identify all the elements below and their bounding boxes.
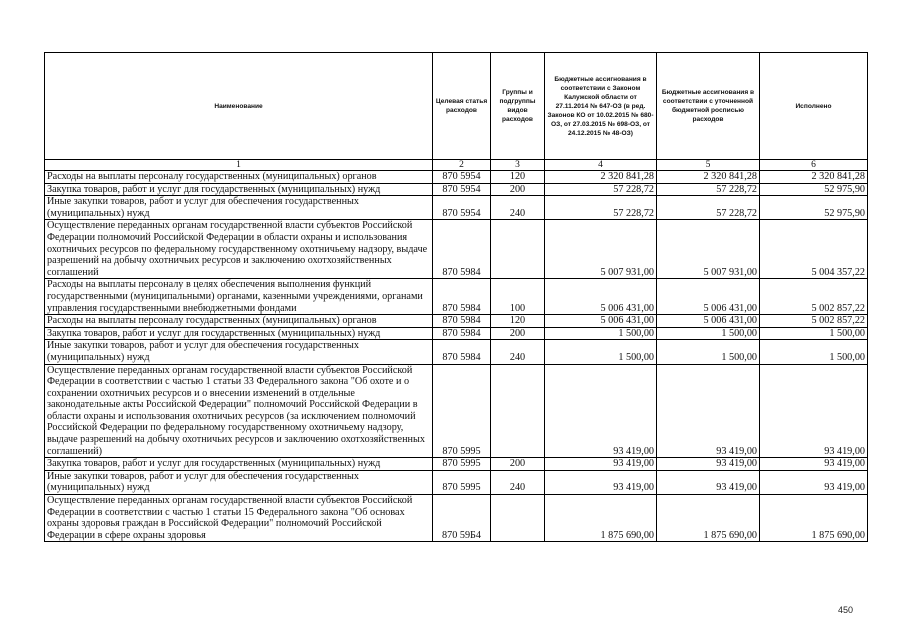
row-refined-amount: 1 875 690,00 <box>657 495 760 542</box>
row-expense-type <box>491 364 545 458</box>
row-name: Иные закупки товаров, работ и услуг для обеспечения государственных (муниципальных) нужд <box>45 470 433 494</box>
table-row <box>45 327 868 340</box>
row-executed-amount: 2 320 841,28 <box>760 171 868 184</box>
row-law-amount: 57 228,72 <box>545 183 657 196</box>
row-executed-amount: 93 419,00 <box>760 364 868 458</box>
table-row <box>45 196 868 220</box>
row-executed-amount: 5 004 357,22 <box>760 220 868 279</box>
row-target-code: 870 5954 <box>433 171 491 184</box>
row-executed-amount: 93 419,00 <box>760 470 868 494</box>
row-expense-type: 240 <box>491 470 545 494</box>
row-law-amount: 5 007 931,00 <box>545 220 657 279</box>
row-target-code: 870 5984 <box>433 220 491 279</box>
row-executed-amount: 52 975,90 <box>760 196 868 220</box>
row-target-code: 870 59Б4 <box>433 495 491 542</box>
table-row <box>45 183 868 196</box>
row-name: Осуществление переданных органам государственной власти субъектов Российской Федерации в соответствии с частью 1 статьи 15 Федерального закона "Об основах охраны здоровья граждан в Российской Федерации" полномочий Российской Федерации в сфере охраны здоровья <box>45 495 433 542</box>
row-executed-amount: 93 419,00 <box>760 458 868 471</box>
row-refined-amount: 57 228,72 <box>657 183 760 196</box>
row-name: Осуществление переданных органам государственной власти субъектов Российской Федерации полномочий Российской Федерации в области охраны и использования охотничьих ресурсов по федеральному государственному охотничьему надзору, выдаче разрешений на добычу охотничьих ресурсов и заключению охотхозяйственных соглашений <box>45 220 433 279</box>
table-row <box>45 279 868 315</box>
row-executed-amount: 5 002 857,22 <box>760 279 868 315</box>
row-law-amount: 93 419,00 <box>545 470 657 494</box>
header-expense-groups: Группы и подгруппы видов расходов <box>491 53 545 160</box>
header-row <box>45 53 868 160</box>
row-name: Закупка товаров, работ и услуг для государственных (муниципальных) нужд <box>45 327 433 340</box>
col-number: 2 <box>433 160 491 171</box>
col-number: 3 <box>491 160 545 171</box>
row-executed-amount: 1 500,00 <box>760 327 868 340</box>
budget-execution-table <box>44 52 868 542</box>
row-name: Расходы на выплаты персоналу государственных (муниципальных) органов <box>45 171 433 184</box>
row-target-code: 870 5995 <box>433 458 491 471</box>
row-executed-amount: 5 002 857,22 <box>760 315 868 328</box>
row-expense-type: 240 <box>491 196 545 220</box>
row-name: Иные закупки товаров, работ и услуг для обеспечения государственных (муниципальных) нужд <box>45 196 433 220</box>
row-expense-type <box>491 495 545 542</box>
row-expense-type: 200 <box>491 327 545 340</box>
row-law-amount: 5 006 431,00 <box>545 315 657 328</box>
row-name: Иные закупки товаров, работ и услуг для обеспечения государственных (муниципальных) нужд <box>45 340 433 364</box>
table-row <box>45 315 868 328</box>
row-law-amount: 5 006 431,00 <box>545 279 657 315</box>
table-row <box>45 470 868 494</box>
row-expense-type: 240 <box>491 340 545 364</box>
row-expense-type <box>491 220 545 279</box>
column-number-row <box>45 160 868 171</box>
row-executed-amount: 1 500,00 <box>760 340 868 364</box>
row-law-amount: 57 228,72 <box>545 196 657 220</box>
row-refined-amount: 57 228,72 <box>657 196 760 220</box>
col-number: 4 <box>545 160 657 171</box>
row-target-code: 870 5984 <box>433 340 491 364</box>
table-row <box>45 458 868 471</box>
row-law-amount: 2 320 841,28 <box>545 171 657 184</box>
col-number: 5 <box>657 160 760 171</box>
row-target-code: 870 5984 <box>433 327 491 340</box>
row-executed-amount: 1 875 690,00 <box>760 495 868 542</box>
table-row <box>45 340 868 364</box>
row-expense-type: 200 <box>491 183 545 196</box>
row-law-amount: 1 500,00 <box>545 340 657 364</box>
row-name: Расходы на выплаты персоналу в целях обеспечения выполнения функций государственными (муниципальными) органами, казенными учреждениями, органами управления государственными внебюджетными фондами <box>45 279 433 315</box>
header-law-allocations: Бюджетные ассигнования в соответствии с Законом Калужской области от 27.11.2014 № 647-ОЗ (в ред. Законов КО от 10.02.2015 № 680-ОЗ, от 27.03.2015 № 698-ОЗ, от 24.12.2015 № 48-ОЗ) <box>545 53 657 160</box>
row-name: Расходы на выплаты персоналу государственных (муниципальных) органов <box>45 315 433 328</box>
row-refined-amount: 1 500,00 <box>657 327 760 340</box>
row-law-amount: 93 419,00 <box>545 458 657 471</box>
table-row <box>45 364 868 458</box>
row-refined-amount: 93 419,00 <box>657 470 760 494</box>
row-refined-amount: 5 007 931,00 <box>657 220 760 279</box>
row-target-code: 870 5954 <box>433 183 491 196</box>
row-name: Закупка товаров, работ и услуг для государственных (муниципальных) нужд <box>45 458 433 471</box>
row-target-code: 870 5984 <box>433 279 491 315</box>
row-name: Закупка товаров, работ и услуг для государственных (муниципальных) нужд <box>45 183 433 196</box>
row-law-amount: 1 500,00 <box>545 327 657 340</box>
table-row <box>45 171 868 184</box>
row-target-code: 870 5995 <box>433 470 491 494</box>
col-number: 6 <box>760 160 868 171</box>
row-target-code: 870 5984 <box>433 315 491 328</box>
header-executed: Исполнено <box>760 53 868 160</box>
row-executed-amount: 52 975,90 <box>760 183 868 196</box>
row-expense-type: 200 <box>491 458 545 471</box>
row-refined-amount: 93 419,00 <box>657 364 760 458</box>
row-refined-amount: 1 500,00 <box>657 340 760 364</box>
row-law-amount: 1 875 690,00 <box>545 495 657 542</box>
row-refined-amount: 93 419,00 <box>657 458 760 471</box>
row-refined-amount: 5 006 431,00 <box>657 315 760 328</box>
header-target-article: Целевая статья расходов <box>433 53 491 160</box>
row-target-code: 870 5995 <box>433 364 491 458</box>
row-refined-amount: 2 320 841,28 <box>657 171 760 184</box>
table-row <box>45 220 868 279</box>
table-row <box>45 495 868 542</box>
row-refined-amount: 5 006 431,00 <box>657 279 760 315</box>
row-expense-type: 100 <box>491 279 545 315</box>
row-expense-type: 120 <box>491 171 545 184</box>
row-name: Осуществление переданных органам государственной власти субъектов Российской Федерации в соответствии с частью 1 статьи 33 Федерального закона "Об охоте и о сохранении охотничьих ресурсов и о внесении изменений в отдельные законодательные акты Российской Федерации" полномочий Российской Федерации в области охраны и использования охотничьих ресурсов (за исключением полномочий Российской Федерации по федеральному государственному охотничьему надзору, выдаче разрешений на добычу охотничьих ресурсов и заключению охотхозяйственных соглашений) <box>45 364 433 458</box>
header-name: Наименование <box>45 53 433 160</box>
row-expense-type: 120 <box>491 315 545 328</box>
row-target-code: 870 5954 <box>433 196 491 220</box>
col-number: 1 <box>45 160 433 171</box>
row-law-amount: 93 419,00 <box>545 364 657 458</box>
header-refined-allocations: Бюджетные ассигнования в соответствии с уточненной бюджетной росписью расходов <box>657 53 760 160</box>
page-number: 450 <box>838 605 854 615</box>
